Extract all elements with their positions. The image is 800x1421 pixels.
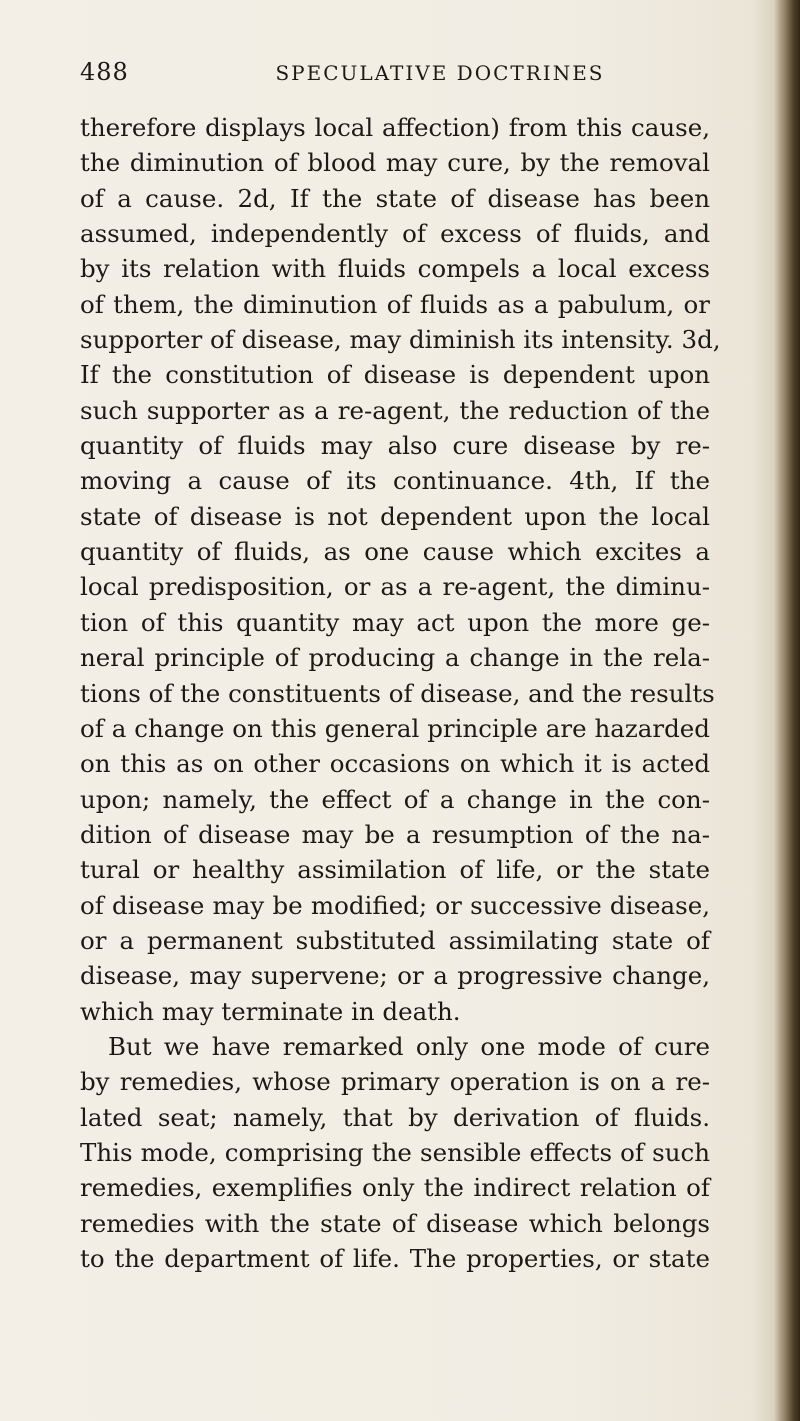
page-number: 488 xyxy=(80,58,129,86)
text-line: state of disease is not dependent upon the local xyxy=(80,501,710,531)
text-line: moving a cause of its continuance. 4th, If the xyxy=(80,466,710,496)
text-line: quantity of fluids may also cure disease by re- xyxy=(80,431,710,461)
text-line: supporter of disease, may diminish its intensity. 3d, xyxy=(80,325,721,355)
page-edge-shadow xyxy=(774,0,800,1421)
text-line: neral principle of producing a change in the rela- xyxy=(80,643,710,673)
text-line: disease, may supervene; or a progressive change, xyxy=(80,961,710,991)
text-line: of them, the diminution of fluids as a pabulum, or xyxy=(80,289,710,319)
text-line: If the constitution of disease is dependent upon xyxy=(80,360,710,390)
body-text xyxy=(80,110,721,1276)
text-line: upon; namely, the effect of a change in the con- xyxy=(80,784,710,814)
running-head xyxy=(80,58,720,94)
text-line: tion of this quantity may act upon the more ge- xyxy=(80,607,710,637)
text-line: remedies, exemplifies only the indirect relation of xyxy=(80,1173,710,1203)
text-line: remedies with the state of disease which belongs xyxy=(80,1208,710,1238)
text-line: tural or healthy assimilation of life, or the state xyxy=(80,855,710,885)
text-line: tions of the constituents of disease, and the results xyxy=(80,678,715,708)
text-line: by remedies, whose primary operation is on a re- xyxy=(80,1067,710,1097)
text-line: of a cause. 2d, If the state of disease has been xyxy=(80,183,710,213)
text-line: lated seat; namely, that by derivation of fluids. xyxy=(80,1102,710,1132)
paragraph-start-line: But we have remarked only one mode of cure xyxy=(108,1031,710,1061)
text-line: such supporter as a re-agent, the reduction of the xyxy=(80,395,710,425)
text-line: on this as on other occasions on which it is acted xyxy=(80,749,710,779)
paragraph-end-line: which may terminate in death. xyxy=(80,996,461,1026)
text-line: or a permanent substituted assimilating state of xyxy=(80,925,710,955)
text-line: This mode, comprising the sensible effects of such xyxy=(80,1137,710,1167)
text-line: of a change on this general principle are hazarded xyxy=(80,713,710,743)
text-line: local predisposition, or as a re-agent, the diminu- xyxy=(80,572,710,602)
text-line: assumed, independently of excess of fluids, and xyxy=(80,219,710,249)
running-title: SPECULATIVE DOCTRINES xyxy=(275,61,605,85)
text-line: dition of disease may be a resumption of the na- xyxy=(80,819,710,849)
text-line: by its relation with fluids compels a local excess xyxy=(80,254,710,284)
text-line: therefore displays local affection) from this cause, xyxy=(80,113,710,142)
text-line: the diminution of blood may cure, by the removal xyxy=(80,148,710,178)
text-line: quantity of fluids, as one cause which excites a xyxy=(80,537,710,567)
text-line: of disease may be modified; or successive disease, xyxy=(80,890,710,920)
text-line: to the department of life. The properties, or state xyxy=(80,1244,710,1273)
